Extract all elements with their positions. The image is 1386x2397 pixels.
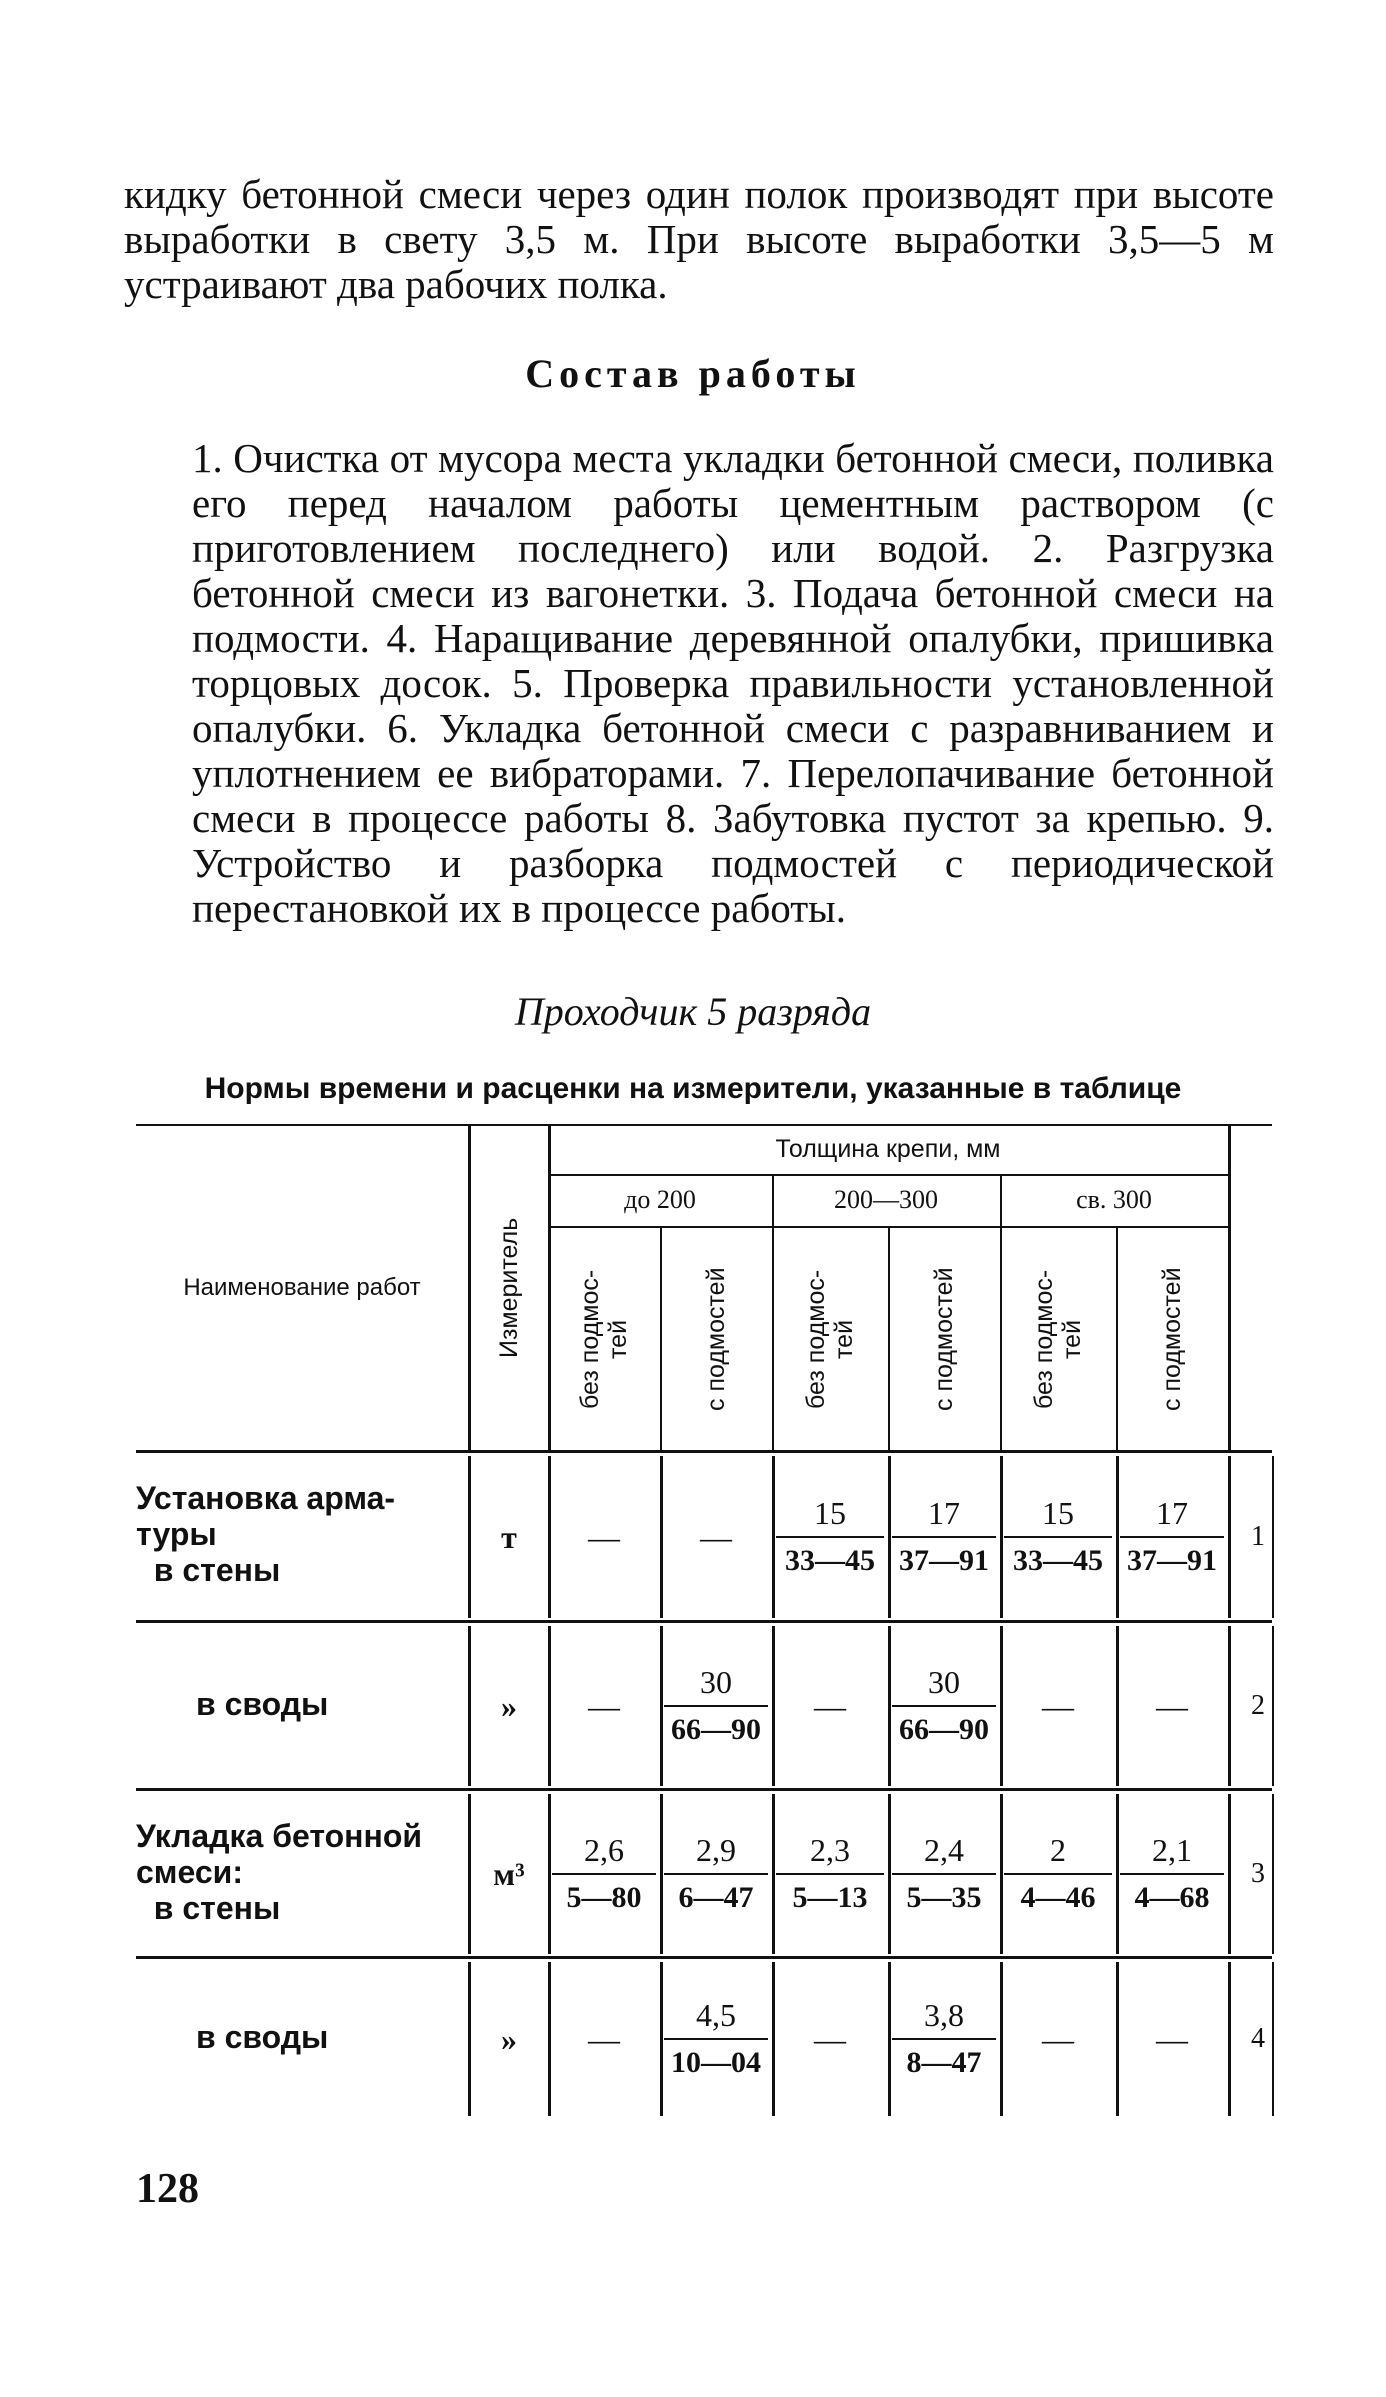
row-column-line (1000, 1456, 1003, 1618)
time-norm: 2 (1050, 1832, 1066, 1868)
row-column-line (772, 1794, 775, 1954)
norm-value (664, 1790, 768, 1958)
time-norm: 4,5 (696, 1997, 736, 2033)
row-column-line (888, 1794, 891, 1954)
norm-value (892, 1790, 996, 1958)
row-column-line (660, 1794, 663, 1954)
empty-value-dash: — (700, 1518, 732, 1555)
section-heading: Состав работы (525, 351, 861, 396)
subgroup-header: св. 300 (1076, 1185, 1152, 1214)
subcolumn-header: без подмос- тей (802, 1269, 858, 1409)
norm-value (892, 1452, 996, 1622)
col-line-right (1228, 1124, 1231, 1452)
col-line-sub (1116, 1226, 1118, 1452)
subgroup-header: 200—300 (834, 1185, 938, 1214)
rate-value: 37—91 (899, 1544, 989, 1577)
time-norm: 17 (1156, 1495, 1188, 1531)
norm-value (1120, 1790, 1224, 1958)
row-column-line (548, 1794, 551, 1954)
norm-value (776, 1790, 884, 1958)
rate-value: 10—04 (671, 2046, 761, 2079)
row-unit: м³ (493, 1855, 525, 1892)
time-norm: 30 (928, 1664, 960, 1700)
norm-value (1004, 1790, 1112, 1958)
rate-value: 4—68 (1134, 1881, 1210, 1914)
empty-value-dash: — (1042, 1687, 1074, 1724)
col-line-sub (660, 1226, 662, 1452)
time-norm: 2,6 (584, 1832, 624, 1868)
row-index: 3 (1251, 1858, 1265, 1889)
row-name: Укладка бетонной смеси: в стены (136, 1818, 423, 1926)
worker-heading: Проходчик 5 разряда (514, 989, 872, 1034)
time-norm: 2,4 (924, 1832, 964, 1868)
rate-value: 4—46 (1020, 1881, 1096, 1914)
norm-value (892, 1958, 996, 2120)
empty-value-dash: — (1156, 1687, 1188, 1724)
empty-value-dash: — (588, 1518, 620, 1555)
row-index: 4 (1251, 2023, 1265, 2054)
rate-value: 5—80 (566, 1881, 642, 1914)
time-norm: 15 (1042, 1495, 1074, 1531)
row-column-line (660, 1626, 663, 1786)
norm-value (776, 1452, 884, 1622)
row-name: в своды (196, 1686, 329, 1722)
row-column-line (1116, 1794, 1119, 1954)
group-header: Толщина крепи, мм (775, 1134, 1001, 1163)
rate-value: 5—13 (792, 1881, 868, 1914)
norm-value (664, 1622, 768, 1790)
work-text: 1. Очистка от мусора места укладки бетонной смеси, поливка его перед началом работы цементным раствором (с приготовлением последнего) или водой. 2. Разгрузка бетонной смеси из вагонетки. 3. Подача бетонной смеси на подмости. 4. Наращивание деревянной опалубки, пришивка торцовых досок. 5. Проверка правильности установленной опалубки. 6. Укладка бетонной смеси с разравниванием и уплотнением ее вибраторами. 7. Перелопачивание бетонной смеси в процессе работы 8. Забутовка пустот за крепью. 9. Устройство и разборка подмостей с периодической перестановкой их в процессе работы. (192, 435, 1274, 931)
empty-value-dash: — (588, 1687, 620, 1724)
time-norm: 30 (700, 1664, 732, 1700)
rate-value: 37—91 (1127, 1544, 1217, 1577)
table-caption: Нормы времени и расценки на измерители, указанные в таблице (204, 1072, 1182, 1105)
norm-value (892, 1622, 996, 1790)
row-unit: » (501, 1687, 517, 1724)
norm-value (1004, 1452, 1112, 1622)
col-name-header: Наименование работ (183, 1274, 421, 1301)
row-column-line (1116, 1456, 1119, 1618)
row-column-line (1000, 1794, 1003, 1954)
time-norm: 3,8 (924, 1997, 964, 2033)
subcolumn-header: с подмостей (930, 1267, 958, 1411)
rate-value: 66—90 (671, 1713, 761, 1746)
col-line-group (1000, 1174, 1002, 1452)
empty-value-dash: — (1042, 2020, 1074, 2057)
time-norm: 2,3 (810, 1832, 850, 1868)
rate-value: 33—45 (785, 1544, 875, 1577)
time-norm: 15 (814, 1495, 846, 1531)
page-number: 128 (136, 2166, 199, 2212)
col-line-name (468, 1124, 471, 1452)
subcolumn-header: с подмостей (1158, 1267, 1186, 1411)
rate-value: 6—47 (678, 1881, 754, 1914)
empty-value-dash: — (588, 2020, 620, 2057)
row-column-line (660, 1962, 663, 2116)
row-unit: » (501, 2020, 517, 2057)
empty-value-dash: — (814, 2020, 846, 2057)
col-line-unit (548, 1124, 551, 1452)
time-norm: 2,1 (1152, 1832, 1192, 1868)
time-norm: 2,9 (696, 1832, 736, 1868)
time-norm: 17 (928, 1495, 960, 1531)
norm-value (1120, 1452, 1224, 1622)
rate-value: 8—47 (906, 2046, 982, 2079)
row-index: 2 (1251, 1690, 1265, 1721)
rate-value: 66—90 (899, 1713, 989, 1746)
col-line-group (772, 1174, 774, 1452)
row-column-line (888, 1626, 891, 1786)
row-column-line (772, 1456, 775, 1618)
subcolumn-header: без подмос- тей (1030, 1269, 1086, 1409)
rate-value: 33—45 (1013, 1544, 1103, 1577)
empty-value-dash: — (814, 1687, 846, 1724)
rate-value: 5—35 (906, 1881, 982, 1914)
row-unit: т (501, 1518, 517, 1555)
subcolumn-header: без подмос- тей (576, 1269, 632, 1409)
row-index: 1 (1251, 1521, 1265, 1552)
row-name: в своды (196, 2019, 329, 2055)
subgroup-header: до 200 (624, 1185, 696, 1214)
intro-text: кидку бетонной смеси через один полок производят при высоте выработки в свету 3,5 м. При высоте выработки 3,5—5 м устраивают два рабочих полка. (124, 171, 1274, 307)
row-name: Установка арма- туры в стены (136, 1480, 396, 1588)
norm-value (552, 1790, 656, 1958)
col-unit-header: Измеритель (495, 1217, 523, 1359)
row-column-line (888, 1962, 891, 2116)
col-line-sub (888, 1226, 890, 1452)
subcolumn-header: с подмостей (702, 1267, 730, 1411)
norm-value (664, 1958, 768, 2120)
empty-value-dash: — (1156, 2020, 1188, 2057)
row-column-line (888, 1456, 891, 1618)
